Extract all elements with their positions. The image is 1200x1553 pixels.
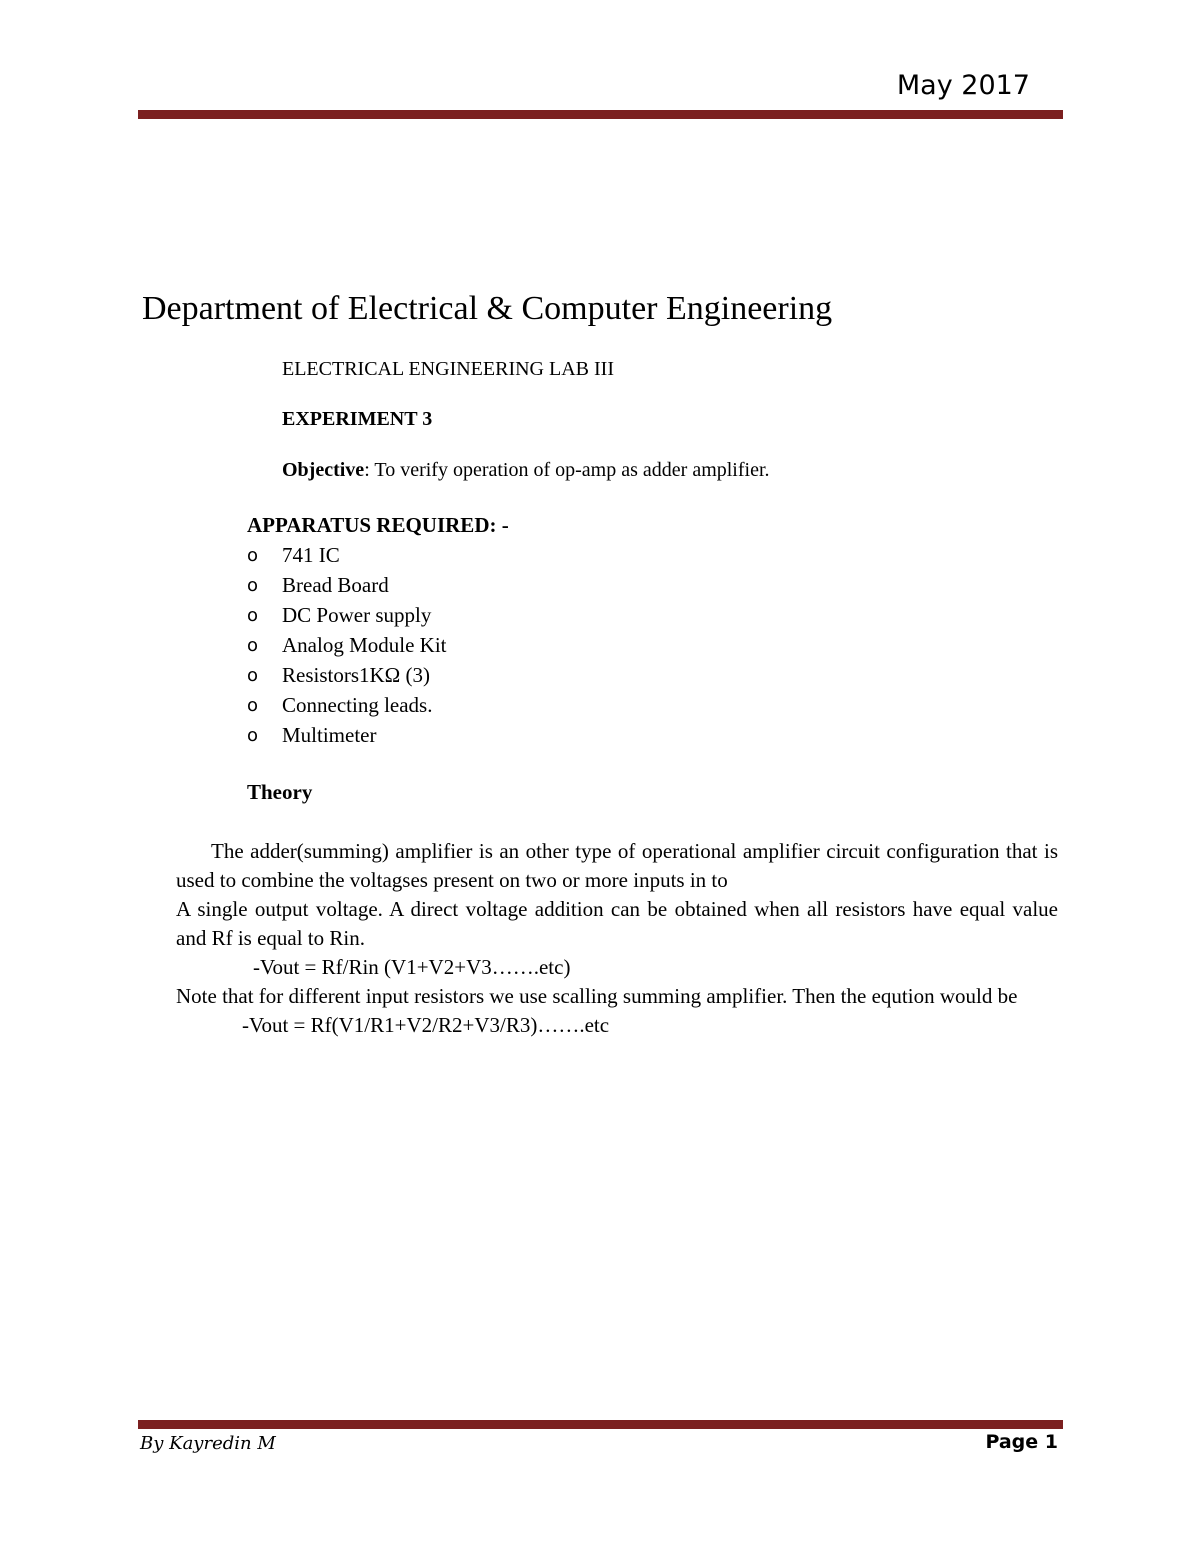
bullet-icon: o [247, 694, 259, 716]
theory-paragraph-1: The adder(summing) amplifier is an other type of operational amplifier circuit configuration that is used to combine the voltagses present on two or more inputs in to [176, 839, 1058, 892]
theory-paragraph-2: A single output voltage. A direct voltage addition can be obtained when all resistors have equal value and Rf is equal to Rin. [176, 897, 1058, 950]
course-title: ELECTRICAL ENGINEERING LAB III [282, 358, 614, 380]
list-item: o 741 IC [247, 542, 340, 567]
bullet-icon: o [247, 724, 259, 746]
theory-paragraph-3: Note that for different input resistors we use scalling summing amplifier. Then the eqution would be [176, 984, 1018, 1008]
theory-body [176, 837, 1058, 1040]
page-number: Page 1 [985, 1431, 1058, 1453]
equation-2: -Vout = Rf(V1/R1+V2/R2+V3/R3)…….etc [242, 1013, 610, 1037]
objective-label: Objective [282, 459, 365, 481]
theory-heading: Theory [247, 780, 313, 804]
bullet-icon: o [247, 664, 259, 686]
experiment-number: EXPERIMENT 3 [282, 408, 433, 430]
equation-1: -Vout = Rf/Rin (V1+V2+V3…….etc) [253, 955, 571, 979]
objective [282, 459, 770, 482]
list-item: o Connecting leads. [247, 692, 433, 717]
department-title: Department of Electrical & Computer Engineering [142, 290, 833, 327]
header-rule [138, 110, 1063, 119]
apparatus-list [247, 540, 446, 750]
list-item: o Resistors1KΩ (3) [247, 662, 431, 687]
bullet-icon: o [247, 604, 259, 626]
list-item: o Analog Module Kit [247, 632, 447, 657]
list-item: o DC Power supply [247, 602, 432, 627]
bullet-icon: o [247, 574, 259, 596]
footer-author: By Kayredin M [140, 1433, 276, 1454]
bullet-icon: o [247, 544, 259, 566]
bullet-icon: o [247, 634, 259, 656]
objective-text: : To verify operation of op-amp as adder amplifier. [364, 459, 770, 481]
footer-rule [138, 1420, 1063, 1429]
list-item: o Multimeter [247, 722, 377, 747]
header-date: May 2017 [896, 70, 1030, 101]
list-item: o Bread Board [247, 572, 389, 597]
apparatus-heading: APPARATUS REQUIRED: - [247, 513, 509, 537]
